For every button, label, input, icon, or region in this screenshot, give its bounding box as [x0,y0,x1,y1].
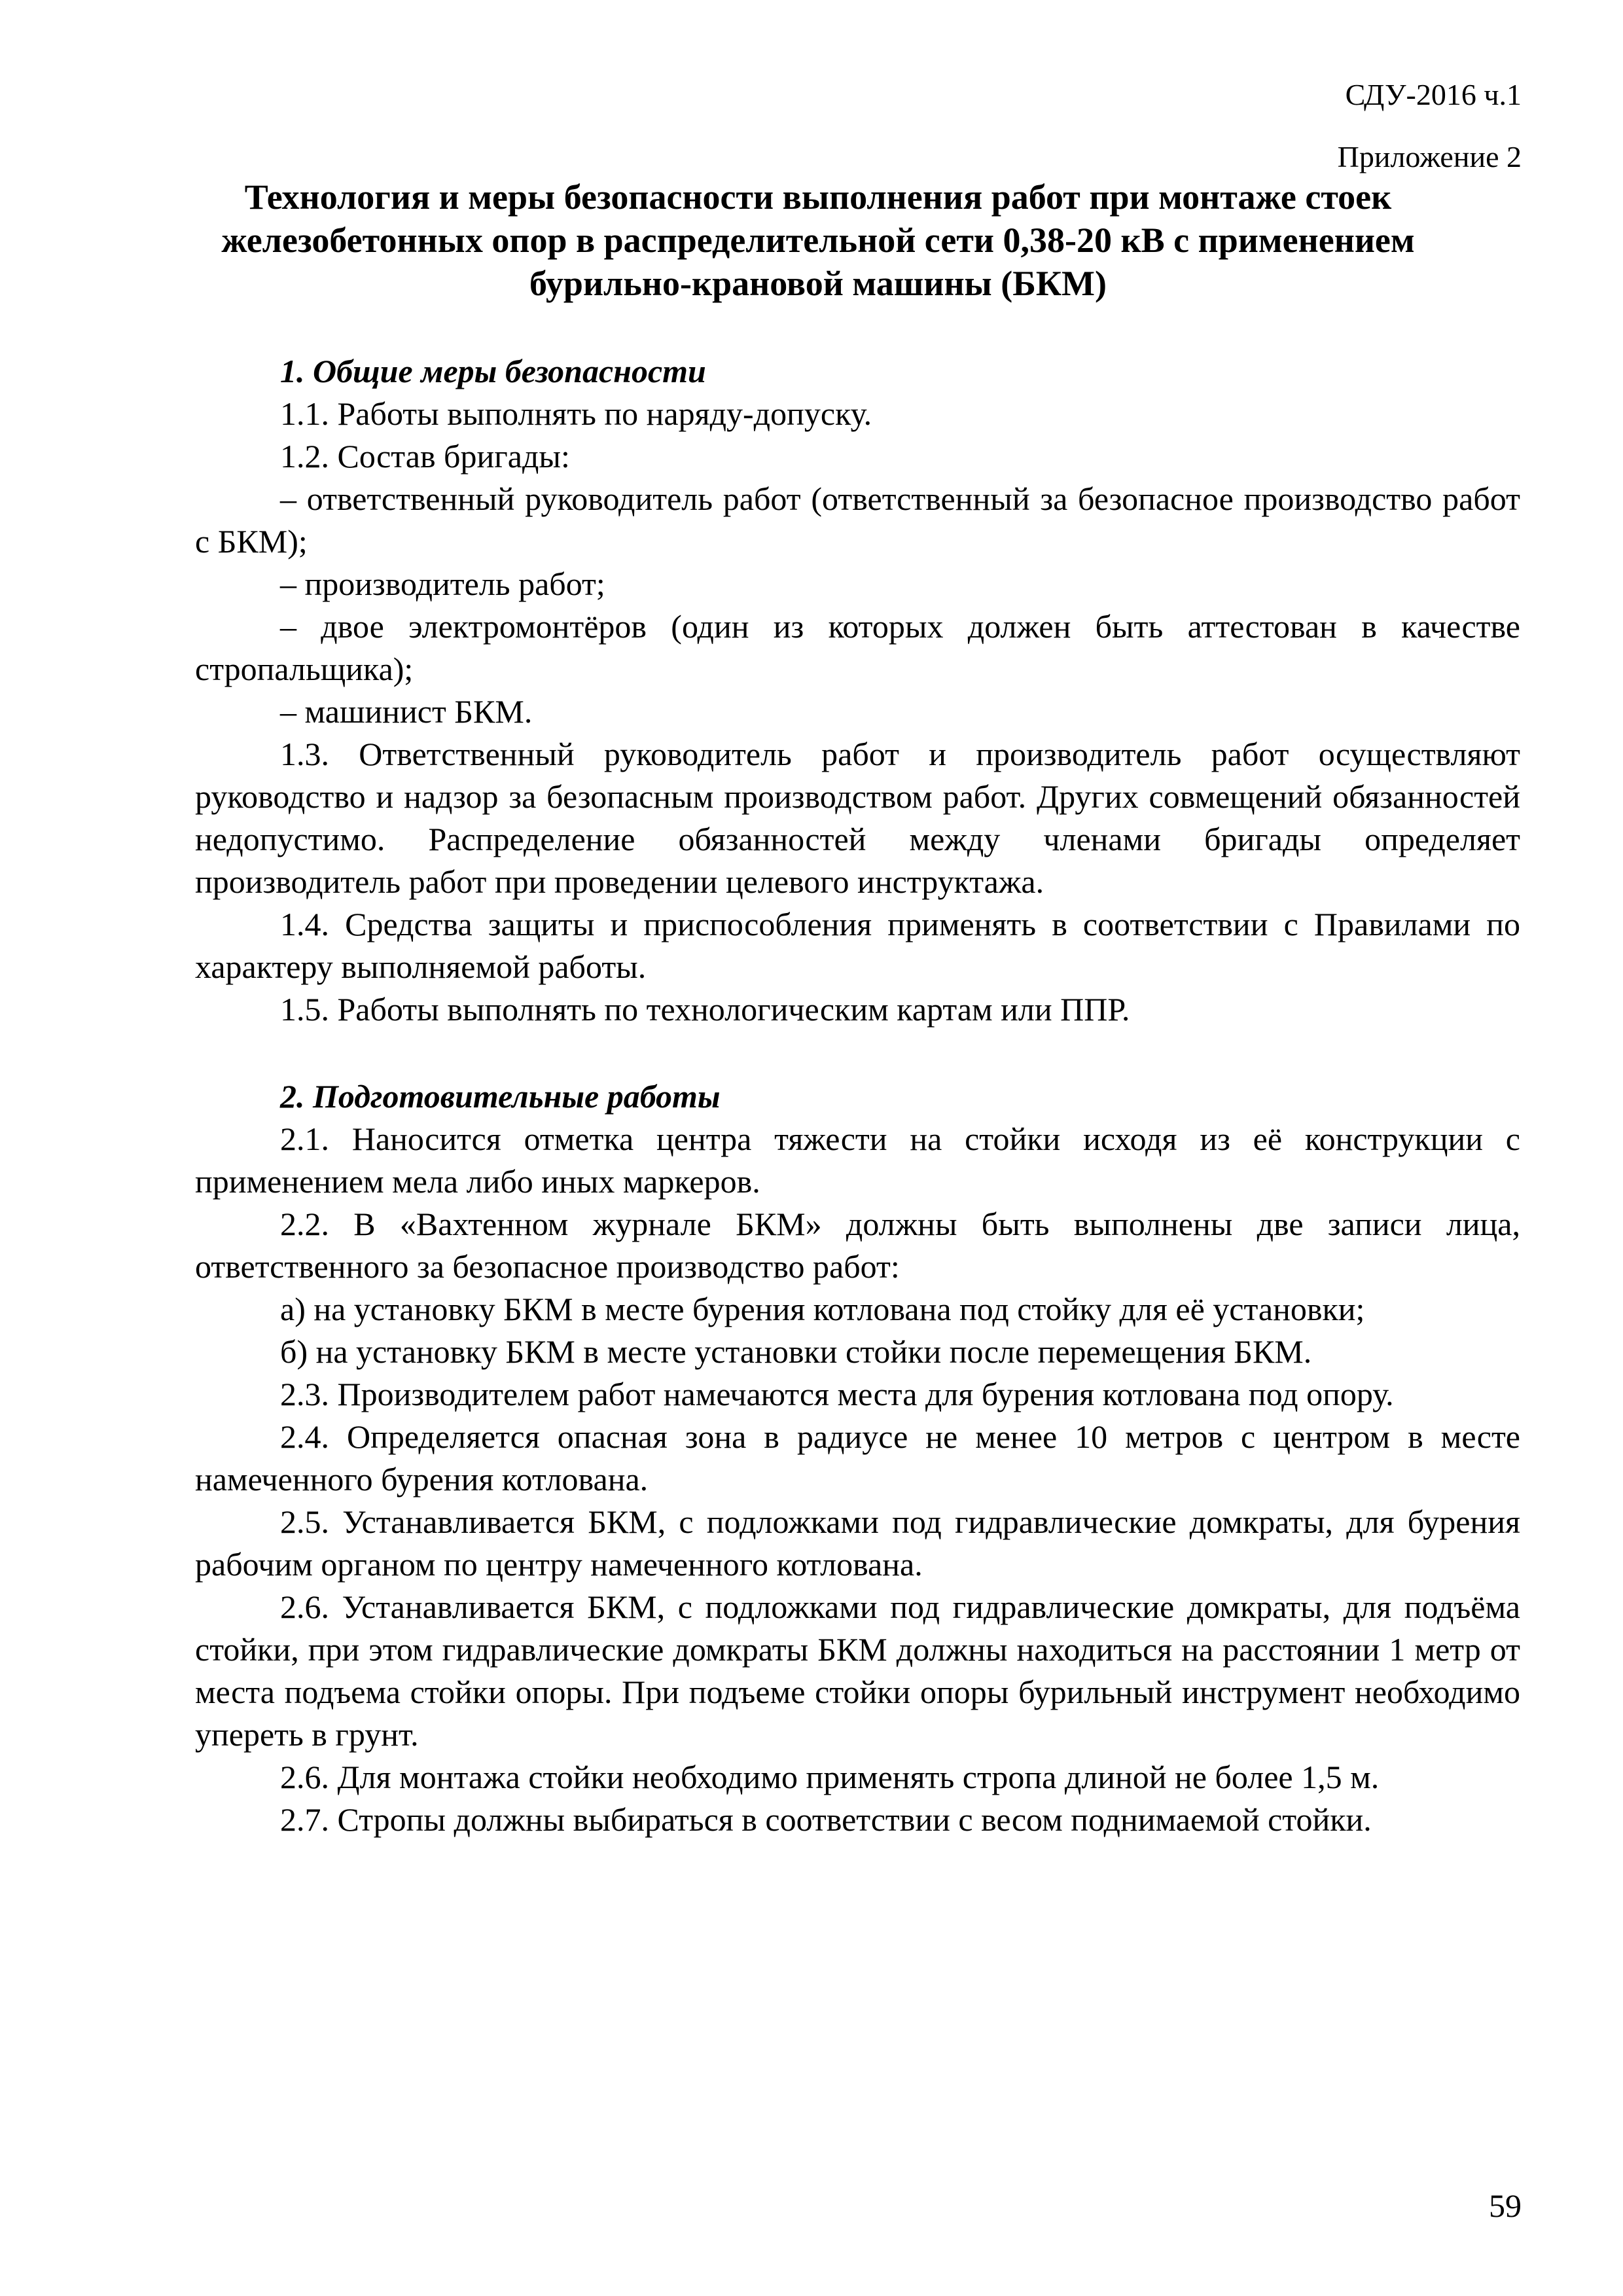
section-heading-text: 1. Общие меры безопасности [280,353,706,389]
paragraph: 1.2. Состав бригады: [280,438,570,475]
section-heading-text: 2. Подготовительные работы [280,1078,721,1115]
paragraph: 2.2. В «Вахтенном журнале БКМ» должны быть выполнены две записи лица, ответственного за безопасное производство работ: [195,1206,1520,1285]
paragraph: 2.1. Наносится отметка центра тяжести на стойки исходя из её конструкции с применением мела либо иных маркеров. [195,1121,1520,1200]
paragraph: 2.6. Для монтажа стойки необходимо применять стропа длиной не более 1,5 м. [280,1759,1380,1795]
document-body [195,350,1520,1841]
paragraph: а) на установку БКМ в месте бурения котлована под стойку для её установки; [280,1291,1365,1327]
paragraph: б) на установку БКМ в месте установки стойки после перемещения БКМ. [280,1333,1312,1370]
paragraph: – двое электромонтёров (один из которых должен быть аттестован в качестве стропальщика); [195,608,1520,687]
paragraph: – ответственный руководитель работ (ответственный за безопасное производство работ с БКМ); [195,480,1520,560]
section-heading [195,1075,1520,1118]
paragraph: 1.1. Работы выполнять по наряду-допуску. [280,395,872,432]
section-heading [195,350,1520,393]
section-spacer [195,1031,1520,1075]
paragraph: 2.3. Производителем работ намечаются места для бурения котлована под опору. [280,1376,1394,1412]
document-code: СДУ-2016 ч.1 [1345,78,1522,111]
paragraph: 2.5. Устанавливается БКМ, с подложками под гидравлические домкраты, для бурения рабочим органом по центру намеченного котлована. [195,1503,1520,1583]
page-number: 59 [1489,2187,1522,2224]
paragraph: 1.3. Ответственный руководитель работ и производитель работ осуществляют руководство и надзор за безопасным производством работ. Других совмещений обязанностей недопустимо. Распределение обязанностей между членами бригады определяет производитель работ при проведении целевого инструктажа. [195,736,1520,900]
paragraph: – производитель работ; [280,565,605,602]
paragraph: 2.6. Устанавливается БКМ, с подложками под гидравлические домкраты, для подъёма стойки, при этом гидравлические домкраты БКМ должны находиться на расстоянии 1 метр от места подъема стойки опоры. При подъеме стойки опоры бурильный инструмент необходимо упереть в грунт. [195,1588,1520,1753]
paragraph: 2.4. Определяется опасная зона в радиусе не менее 10 метров с центром в месте намеченного бурения котлована. [195,1418,1520,1498]
paragraph: – машинист БКМ. [280,693,533,730]
paragraph: 1.5. Работы выполнять по технологическим картам или ППР. [280,991,1130,1028]
appendix-label: Приложение 2 [1337,140,1522,173]
paragraph: 2.7. Стропы должны выбираться в соответствии с весом поднимаемой стойки. [280,1801,1372,1838]
paragraph: 1.4. Средства защиты и приспособления применять в соответствии с Правилами по характеру выполняемой работы. [195,906,1520,985]
document-title: Технология и меры безопасности выполнения работ при монтаже стоек железобетонных опор в распределительной сети 0,38-20 кВ с применением бурильно-крановой машины (БКМ) [221,177,1415,303]
